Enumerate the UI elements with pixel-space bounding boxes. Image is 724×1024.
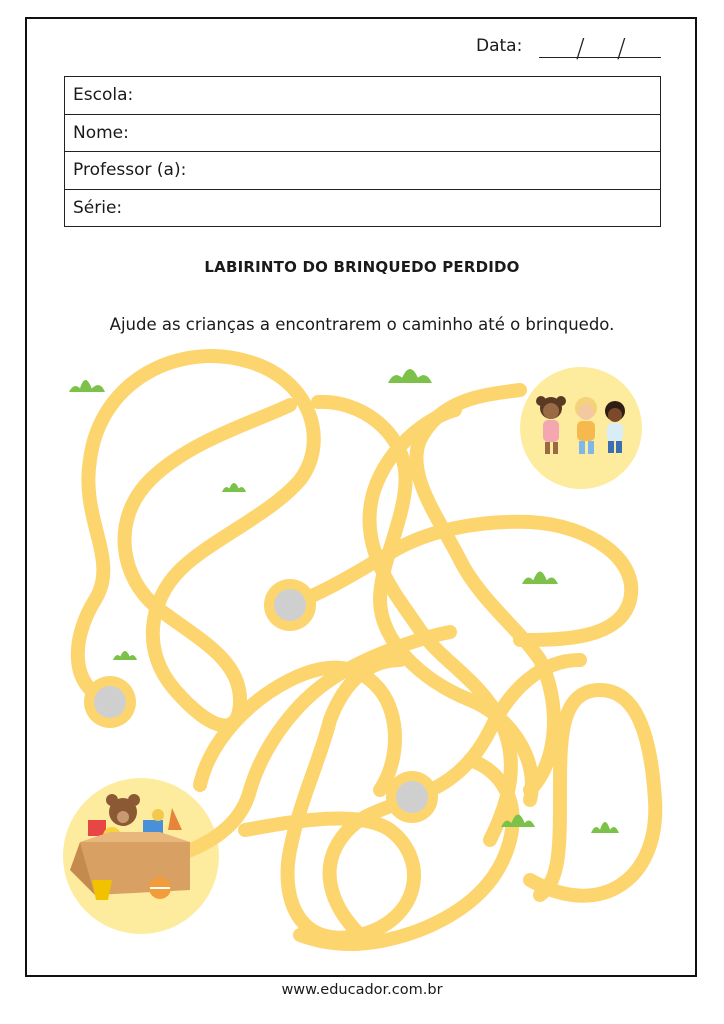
children-illustration (536, 396, 625, 454)
endpoint-left[interactable] (94, 686, 126, 718)
school-label: Escola: (73, 85, 134, 106)
date-label: Data: (476, 36, 523, 56)
grass-tuft-icon (113, 651, 137, 660)
activity-title: LABIRINTO DO BRINQUEDO PERDIDO (204, 258, 520, 276)
grade-label: Série: (73, 198, 123, 219)
footer-website: www.educador.com.br (281, 982, 443, 998)
activity-instructions: Ajude as crianças a encontrarem o caminho até o brinquedo. (109, 315, 615, 334)
grass-tuft-icon (69, 380, 105, 392)
date-separator-2: / (617, 34, 626, 64)
endpoint-lower[interactable] (396, 781, 428, 813)
date-separator-1: / (576, 34, 585, 64)
maze-path-1 (78, 356, 314, 725)
toy-block (88, 820, 106, 836)
grass-tuft-icon (388, 369, 432, 383)
toy-ball-small (152, 809, 164, 821)
grass-tuft-icon (522, 572, 558, 585)
maze-path-3 (290, 522, 631, 640)
grass-tuft-icon (222, 483, 246, 492)
maze-path-11 (200, 668, 395, 790)
maze-path-4 (318, 402, 532, 800)
toy-car (143, 820, 163, 834)
grass-tuft-icon (591, 822, 619, 833)
name-label: Nome: (73, 122, 129, 143)
endpoint-center[interactable] (274, 589, 306, 621)
teacher-label: Professor (a): (73, 160, 187, 181)
